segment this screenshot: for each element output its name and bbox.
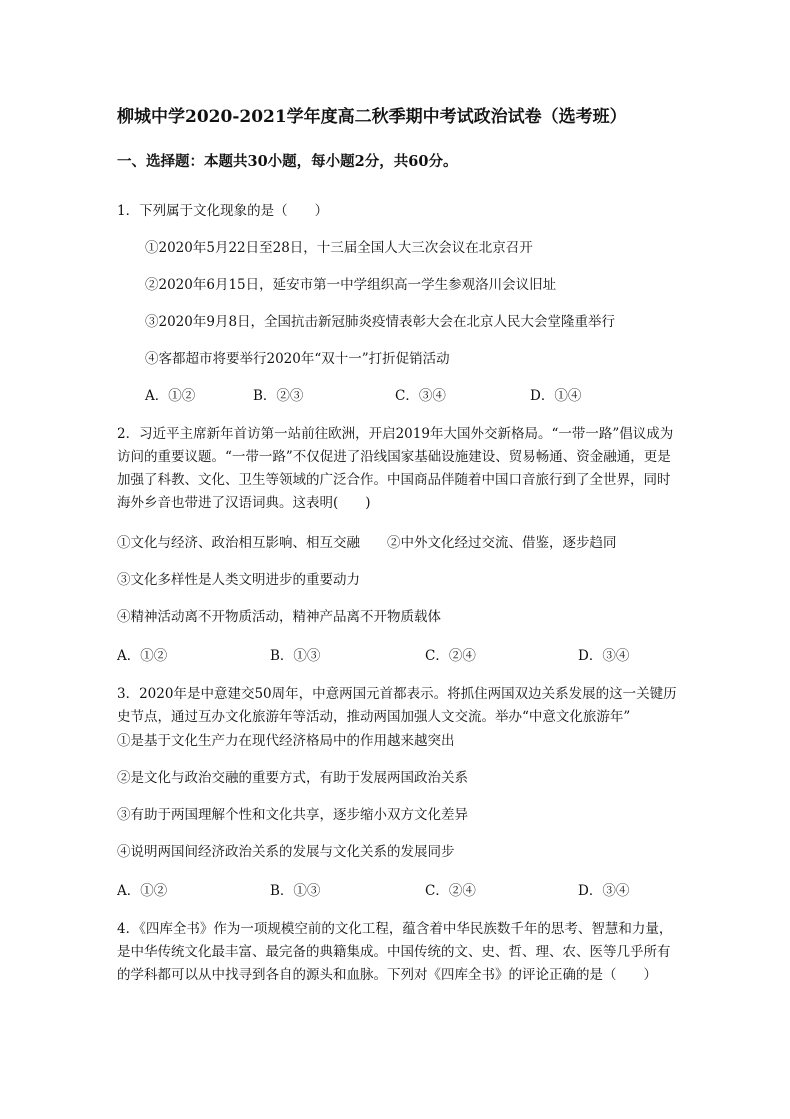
question-1-option-a[interactable]: A．①②	[145, 388, 196, 404]
question-3-statement-1: ①是基于文化生产力在现代经济格局中的作用越来越突出	[117, 733, 455, 749]
question-1-statement-4: ④客都超市将要举行2020年“双十一”打折促销活动	[145, 351, 450, 367]
question-2-option-a[interactable]: A．①②	[117, 648, 168, 664]
question-3-option-b[interactable]: B．①③	[270, 883, 321, 899]
question-1-statement-1: ①2020年5月22日至28日，十三届全国人大三次会议在北京召开	[145, 240, 533, 256]
exam-title: 柳城中学2020-2021学年度高二秋季期中考试政治试卷（选考班）	[117, 107, 627, 127]
question-1-option-d[interactable]: D．①④	[530, 388, 582, 404]
section-heading: 一、选择题：本题共30小题，每小题2分，共60分。	[117, 153, 458, 170]
question-3-stem: 3．2020年是中意建交50周年，中意两国元首都表示。将抓住两国双边关系发展的这一关键历史节点，通过互办文化旅游年等活动，推动两国加强人文交流。举办“中意文化旅游年”	[117, 686, 677, 725]
question-3-statement-3: ③有助于两国理解个性和文化共享，逐步缩小双方文化差异	[117, 807, 468, 823]
question-2-statement-2: ③文化多样性是人类文明进步的重要动力	[117, 572, 360, 588]
question-2-statement-3: ④精神活动离不开物质活动，精神产品离不开物质载体	[117, 609, 441, 625]
question-3-option-a[interactable]: A．①②	[117, 883, 168, 899]
question-1-option-c[interactable]: C．③④	[395, 388, 446, 404]
question-3-option-c[interactable]: C．②④	[425, 883, 476, 899]
question-1-statement-3: ③2020年9月8日，全国抗击新冠肺炎疫情表彰大会在北京人民大会堂隆重举行	[145, 314, 616, 330]
question-3-option-d[interactable]: D．③④	[578, 883, 630, 899]
question-1-statement-2: ②2020年6月15日，延安市第一中学组织高一学生参观洛川会议旧址	[145, 277, 557, 293]
question-4-stem: 4．《四库全书》作为一项规模空前的文化工程，蕴含着中华民族数千年的思考、智慧和力量，是中华传统文化最丰富、最完备的典籍集成。中国传统的文、史、哲、理、农、医等几乎所有的学科都可以从中找寻到各自的源头和血脉。下列对《四库全书》的评论正确的是（ ）	[117, 921, 673, 983]
question-2-option-b[interactable]: B．①③	[270, 648, 321, 664]
question-2-stem: 2．习近平主席新年首访第一站前往欧洲，开启2019年大国外交新格局。“一带一路”倡议成为访问的重要议题。“一带一路”不仅促进了沿线国家基础设施建设、贸易畅通、资金融通，更是加强了科教、文化、卫生等领域的广泛合作。中国商品伴随着中国口音旅行到了全世界，同时海外乡音也带进了汉语词典。这表明( )	[117, 426, 674, 511]
question-2-option-c[interactable]: C．②④	[425, 648, 476, 664]
question-2-option-d[interactable]: D．③④	[578, 648, 630, 664]
question-2-statement-1: ①文化与经济、政治相互影响、相互交融 ②中外文化经过交流、借鉴，逐步趋同	[117, 535, 617, 551]
question-1-option-b[interactable]: B．②③	[253, 388, 304, 404]
question-3-statement-4: ④说明两国间经济政治关系的发展与文化关系的发展同步	[117, 844, 455, 860]
question-3-statement-2: ②是文化与政治交融的重要方式，有助于发展两国政治关系	[117, 770, 468, 786]
question-1-stem: 1．下列属于文化现象的是（ ）	[117, 203, 329, 219]
